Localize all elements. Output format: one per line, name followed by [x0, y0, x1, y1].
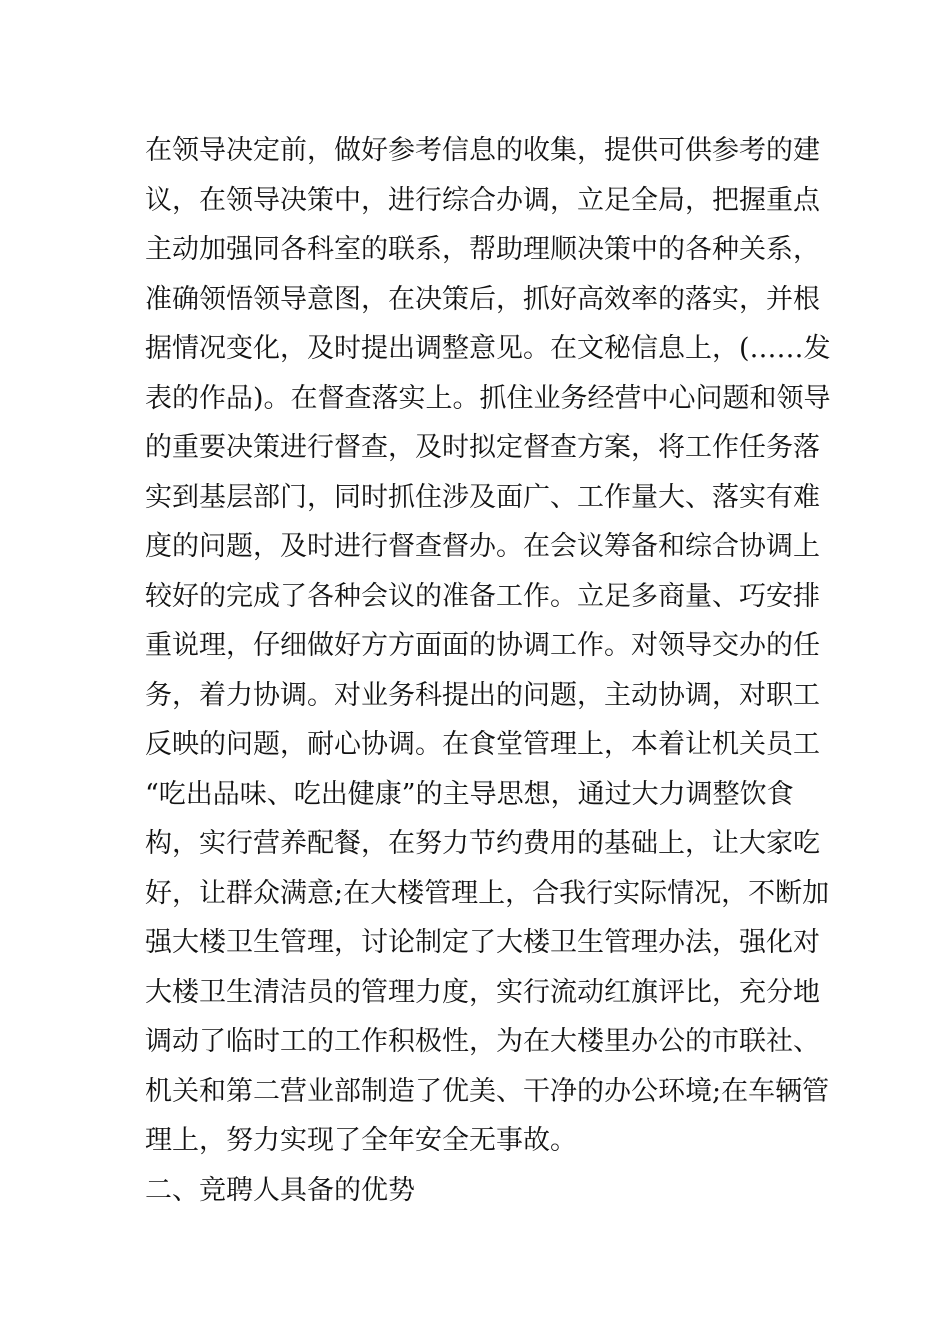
text-line: 议，在领导决策中，进行综合办调，立足全局，把握重点 — [145, 184, 820, 216]
text-line: 重说理，仔细做好方方面面的协调工作。对领导交办的任 — [145, 630, 820, 661]
text-line: 据情况变化，及时提出调整意见。在文秘信息上，(……发 — [145, 333, 831, 364]
text-line: 机关和第二营业部制造了优美、干净的办公环境;在车辆管 — [145, 1075, 830, 1107]
text-line: 调动了临时工的工作积极性，为在大楼里办公的市联社、 — [145, 1026, 820, 1057]
text-line: 反映的问题，耐心协调。在食堂管理上，本着让机关员工 — [145, 729, 820, 760]
text-line: 大楼卫生清洁员的管理力度，实行流动红旗评比，充分地 — [145, 976, 820, 1008]
text-line: 强大楼卫生管理，讨论制定了大楼卫生管理办法，强化对 — [145, 927, 820, 958]
text-line: 度的问题，及时进行督查督办。在会议筹备和综合协调上 — [145, 531, 820, 562]
body-text — [145, 126, 831, 1215]
section-heading: 二、竞聘人具备的优势 — [145, 1174, 415, 1206]
text-line: 主动加强同各科室的联系，帮助理顺决策中的各种关系， — [145, 234, 820, 265]
text-line: 在领导决定前，做好参考信息的收集，提供可供参考的建 — [145, 135, 820, 166]
text-line: 理上，努力实现了全年安全无事故。 — [145, 1125, 577, 1156]
text-line: 实到基层部门，同时抓住涉及面广、工作量大、落实有难 — [145, 481, 820, 513]
text-line: 准确领悟领导意图，在决策后，抓好高效率的落实，并根 — [145, 283, 820, 315]
text-line: 好，让群众满意;在大楼管理上，合我行实际情况，不断加 — [145, 877, 830, 909]
text-line: 构，实行营养配餐，在努力节约费用的基础上，让大家吃 — [145, 828, 820, 859]
text-line: “吃出品味、吃出健康”的主导思想，通过大力调整饮食 — [145, 778, 794, 810]
text-line: 的重要决策进行督查，及时拟定督查方案，将工作任务落 — [145, 432, 820, 463]
text-line: 务，着力协调。对业务科提出的问题，主动协调，对职工 — [145, 679, 820, 711]
text-line: 较好的完成了各种会议的准备工作。立足多商量、巧安排 — [145, 580, 820, 612]
text-line: 表的作品)。在督查落实上。抓住业务经营中心问题和领导 — [145, 382, 831, 414]
